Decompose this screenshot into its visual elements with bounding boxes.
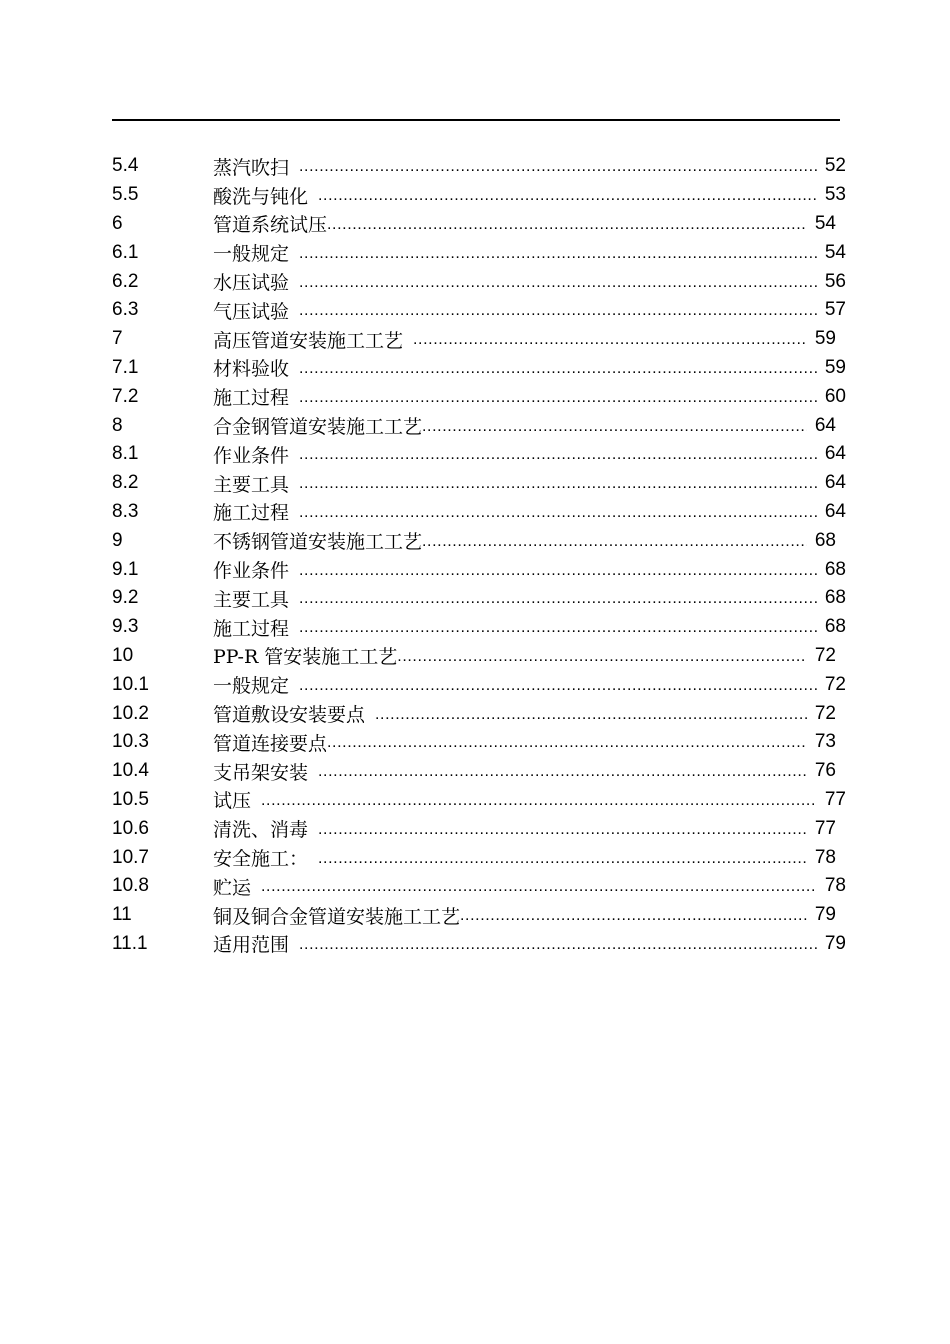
toc-entry-title: 不锈钢管道安装施工工艺 bbox=[213, 531, 423, 554]
toc-entry-page: 64 bbox=[824, 500, 846, 522]
toc-entry[interactable] bbox=[112, 901, 846, 930]
toc-entry[interactable] bbox=[112, 526, 846, 555]
toc-entry-title: PP-R 管安装施工工艺 bbox=[213, 646, 398, 669]
toc-entry[interactable] bbox=[112, 210, 846, 239]
toc-dot-leader bbox=[413, 331, 807, 351]
toc-entry-page: 79 bbox=[814, 904, 836, 926]
toc-dot-leader bbox=[422, 533, 807, 553]
toc-entry-number: 8 bbox=[112, 414, 123, 436]
toc-entry-title: 贮运 bbox=[213, 876, 252, 899]
toc-entry-number: 9.1 bbox=[112, 558, 139, 580]
toc-entry[interactable] bbox=[112, 728, 846, 757]
toc-entry-page: 68 bbox=[814, 529, 836, 551]
toc-entry-title: 气压试验 bbox=[213, 300, 290, 323]
toc-dot-leader bbox=[299, 475, 817, 495]
toc-entry[interactable] bbox=[112, 325, 846, 354]
toc-entry[interactable] bbox=[112, 872, 846, 901]
toc-entry[interactable] bbox=[112, 498, 846, 527]
toc-entry-title: 管道连接要点 bbox=[213, 732, 328, 755]
toc-entry-page: 59 bbox=[824, 356, 846, 378]
toc-entry-title: 管道敷设安装要点 bbox=[213, 704, 366, 727]
toc-entry-number: 7.2 bbox=[112, 385, 139, 407]
toc-entry-number: 9.3 bbox=[112, 616, 139, 638]
toc-entry[interactable] bbox=[112, 814, 846, 843]
toc-entry-number: 5.5 bbox=[112, 184, 139, 206]
toc-dot-leader bbox=[299, 302, 817, 322]
toc-dot-leader bbox=[299, 245, 817, 265]
toc-dot-leader bbox=[397, 648, 807, 668]
toc-entry-title: 作业条件 bbox=[213, 560, 290, 583]
toc-entry-number: 10.6 bbox=[112, 817, 149, 839]
toc-entry-title: 主要工具 bbox=[213, 588, 290, 611]
toc-entry-page: 72 bbox=[814, 702, 836, 724]
toc-entry-page: 64 bbox=[824, 472, 846, 494]
toc-entry[interactable] bbox=[112, 354, 846, 383]
toc-entry-page: 72 bbox=[814, 644, 836, 666]
toc-entry-page: 79 bbox=[824, 932, 846, 954]
toc-entry-title: 主要工具 bbox=[213, 473, 290, 496]
toc-entry[interactable] bbox=[112, 440, 846, 469]
toc-entry[interactable] bbox=[112, 469, 846, 498]
toc-entry-number: 11 bbox=[112, 904, 132, 926]
toc-dot-leader bbox=[299, 677, 817, 697]
toc-entry-title: 高压管道安装施工工艺 bbox=[213, 329, 404, 352]
toc-dot-leader bbox=[422, 418, 807, 438]
toc-entry-title: 适用范围 bbox=[213, 934, 290, 957]
toc-entry-page: 77 bbox=[814, 817, 836, 839]
toc-entry[interactable] bbox=[112, 152, 846, 181]
toc-entry-title: 施工过程 bbox=[213, 387, 290, 410]
toc-dot-leader bbox=[299, 274, 817, 294]
toc-entry[interactable] bbox=[112, 411, 846, 440]
toc-entry-number: 6.2 bbox=[112, 270, 139, 292]
toc-dot-leader bbox=[327, 734, 807, 754]
toc-dot-leader bbox=[299, 562, 817, 582]
toc-entry-number: 9.2 bbox=[112, 587, 139, 609]
toc-entry-title: 铜及铜合金管道安装施工工艺 bbox=[213, 905, 461, 928]
toc-entry[interactable] bbox=[112, 238, 846, 267]
toc-entry-page: 54 bbox=[824, 241, 846, 263]
toc-entry[interactable] bbox=[112, 757, 846, 786]
toc-entry-title: 支吊架安装 bbox=[213, 761, 309, 784]
toc-entry-title: 作业条件 bbox=[213, 444, 290, 467]
toc-entry-number: 10.2 bbox=[112, 702, 149, 724]
toc-entry-number: 8.1 bbox=[112, 443, 139, 465]
toc-entry-number: 6 bbox=[112, 212, 123, 234]
toc-entry-page: 54 bbox=[814, 212, 836, 234]
toc-dot-leader bbox=[261, 878, 817, 898]
toc-entry-number: 7 bbox=[112, 328, 123, 350]
toc-entry-number: 8.3 bbox=[112, 500, 139, 522]
toc-entry-page: 60 bbox=[824, 385, 846, 407]
toc-entry-number: 11.1 bbox=[112, 932, 148, 954]
toc-dot-leader bbox=[299, 590, 817, 610]
toc-entry-number: 7.1 bbox=[112, 356, 139, 378]
toc-entry-number: 8.2 bbox=[112, 472, 139, 494]
toc-dot-leader bbox=[299, 446, 817, 466]
toc-dot-leader bbox=[375, 706, 807, 726]
toc-entry-number: 9 bbox=[112, 529, 123, 551]
toc-entry-number: 10.8 bbox=[112, 875, 149, 897]
toc-entry-number: 10.3 bbox=[112, 731, 149, 753]
table-of-contents bbox=[112, 152, 846, 958]
toc-dot-leader bbox=[299, 504, 817, 524]
toc-entry[interactable] bbox=[112, 267, 846, 296]
toc-entry-title: 合金钢管道安装施工工艺 bbox=[213, 416, 423, 439]
toc-entry-title: 施工过程 bbox=[213, 617, 290, 640]
toc-entry-number: 10.1 bbox=[112, 673, 149, 695]
toc-entry-page: 73 bbox=[814, 731, 836, 753]
toc-entry-title: 施工过程 bbox=[213, 502, 290, 525]
toc-entry-title: 蒸汽吹扫 bbox=[213, 156, 290, 179]
toc-entry-title: 试压 bbox=[213, 790, 252, 813]
toc-entry[interactable] bbox=[112, 670, 846, 699]
toc-dot-leader bbox=[299, 619, 817, 639]
toc-entry-page: 57 bbox=[824, 299, 846, 321]
toc-entry[interactable] bbox=[112, 382, 846, 411]
toc-entry-title: 一般规定 bbox=[213, 675, 290, 698]
toc-dot-leader bbox=[318, 187, 817, 207]
toc-entry-number: 10.7 bbox=[112, 846, 149, 868]
toc-dot-leader bbox=[318, 850, 807, 870]
toc-entry[interactable] bbox=[112, 786, 846, 815]
toc-dot-leader bbox=[261, 792, 817, 812]
toc-entry-page: 76 bbox=[814, 760, 836, 782]
toc-entry-page: 68 bbox=[824, 558, 846, 580]
header-rule bbox=[112, 119, 840, 121]
toc-entry-page: 59 bbox=[814, 328, 836, 350]
toc-entry[interactable] bbox=[112, 930, 846, 959]
toc-entry-number: 10.4 bbox=[112, 760, 149, 782]
toc-entry-title: 一般规定 bbox=[213, 243, 290, 266]
toc-dot-leader bbox=[318, 821, 807, 841]
toc-entry-page: 78 bbox=[824, 875, 846, 897]
toc-entry-page: 52 bbox=[824, 155, 846, 177]
toc-entry-title: 水压试验 bbox=[213, 272, 290, 295]
toc-entry-page: 72 bbox=[824, 673, 846, 695]
toc-entry[interactable] bbox=[112, 843, 846, 872]
toc-entry[interactable] bbox=[112, 642, 846, 671]
toc-entry-page: 77 bbox=[824, 788, 846, 810]
toc-entry[interactable] bbox=[112, 584, 846, 613]
toc-entry-number: 10 bbox=[112, 644, 134, 666]
toc-entry-number: 10.5 bbox=[112, 788, 149, 810]
toc-entry-title: 安全施工： bbox=[213, 848, 309, 871]
toc-entry-title: 管道系统试压 bbox=[213, 214, 328, 237]
toc-entry[interactable] bbox=[112, 613, 846, 642]
toc-entry-page: 68 bbox=[824, 587, 846, 609]
toc-dot-leader bbox=[327, 216, 807, 236]
toc-entry-title: 清洗、消毒 bbox=[213, 819, 309, 842]
toc-entry-page: 68 bbox=[824, 616, 846, 638]
toc-entry-title: 酸洗与钝化 bbox=[213, 185, 309, 208]
toc-entry[interactable] bbox=[112, 181, 846, 210]
toc-dot-leader bbox=[299, 360, 817, 380]
toc-entry[interactable] bbox=[112, 555, 846, 584]
toc-dot-leader bbox=[318, 763, 807, 783]
toc-dot-leader bbox=[299, 389, 817, 409]
toc-entry[interactable] bbox=[112, 296, 846, 325]
toc-entry-page: 56 bbox=[824, 270, 846, 292]
toc-dot-leader bbox=[299, 936, 817, 956]
toc-entry-number: 5.4 bbox=[112, 155, 139, 177]
toc-dot-leader bbox=[299, 158, 817, 178]
toc-dot-leader bbox=[460, 907, 807, 927]
toc-entry-number: 6.1 bbox=[112, 241, 139, 263]
toc-entry-page: 53 bbox=[824, 184, 846, 206]
toc-entry-title: 材料验收 bbox=[213, 358, 290, 381]
toc-entry-page: 64 bbox=[814, 414, 836, 436]
toc-entry[interactable] bbox=[112, 699, 846, 728]
toc-entry-number: 6.3 bbox=[112, 299, 139, 321]
toc-entry-page: 78 bbox=[814, 846, 836, 868]
toc-entry-page: 64 bbox=[824, 443, 846, 465]
